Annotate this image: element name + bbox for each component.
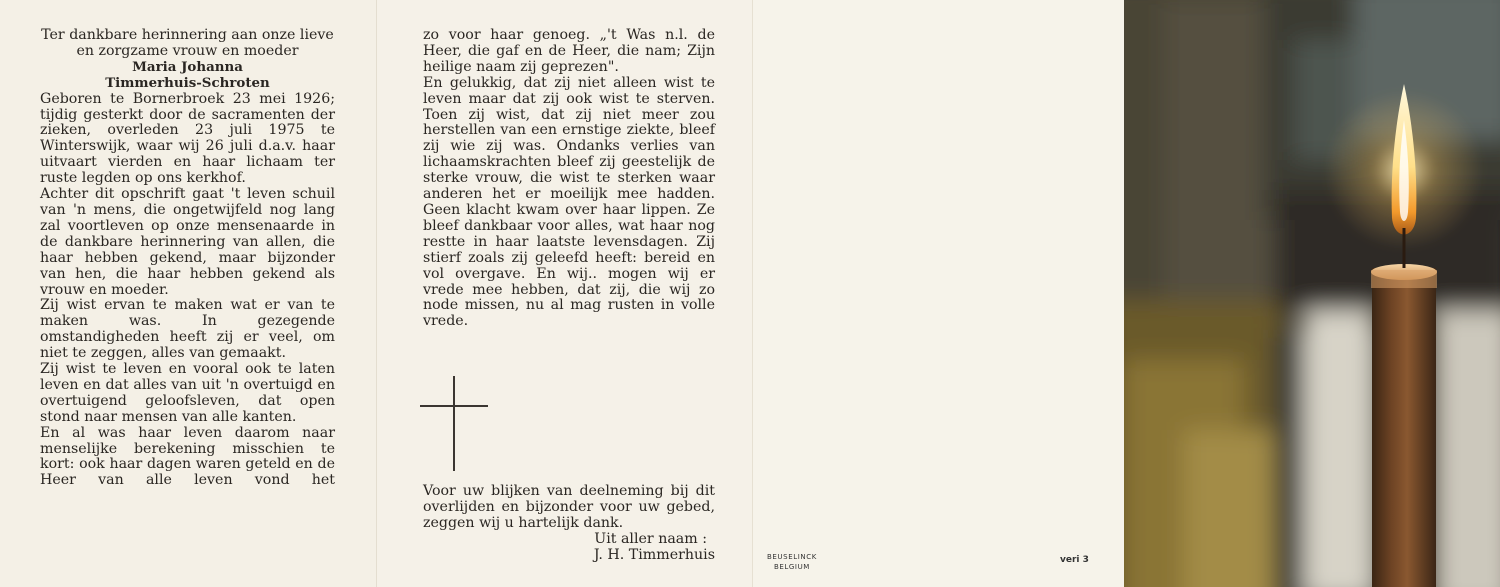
- candle-image: [1124, 0, 1500, 587]
- deceased-surname: Timmerhuis-Schroten: [105, 74, 270, 91]
- cross-icon: [453, 376, 455, 471]
- paragraph-faith: Zij wist te leven en vooral ook te laten leven en dat alles van uit 'n overtuigd en overtuigend geloofsleven, dat open stond naar mensen van alle kanten.: [40, 361, 335, 425]
- candle-photo: [1124, 0, 1500, 587]
- paragraph-character: Zij wist ervan te maken wat er van te maken was. In gezegende omstandigheden heeft zij er veel, om niet te zeggen, alles van gemaakt.: [40, 297, 335, 362]
- thanks-text: Voor uw blijken van deelneming bij dit overlijden en bijzonder voor uw gebed, zeggen wij u hartelijk dank.: [423, 483, 715, 531]
- intro-text: Ter dankbare herinnering aan onze lieve en zorgzame vrouw en moeder: [41, 27, 334, 59]
- cross-icon-bar: [420, 405, 488, 407]
- print-code: veri 3: [1060, 555, 1089, 565]
- obituary-text-left: [40, 28, 335, 489]
- paragraph-scripture: zo voor haar genoeg. „'t Was n.l. de Heer, die gaf en de Heer, die nam; Zijn heilige naam zij geprezen".: [423, 27, 715, 75]
- printer-mark: [767, 552, 817, 572]
- paragraph-continued: En al was haar leven daarom naar menselijke berekening misschien te kort: ook haar dagen waren geteld en de Heer van alle leven vond het: [40, 424, 335, 489]
- paragraph-birth-death: Geboren te Bornerbroek 23 mei 1926; tijdig gesterkt door de sacramenten der zieken, overleden 23 juli 1975 te Winterswijk, waar wij 26 juli d.a.v. haar uitvaart vierden en haar lichaam ter ruste legden op ons kerkhof.: [40, 90, 335, 187]
- blank-panel: [752, 0, 1124, 587]
- paragraph-illness: En gelukkig, dat zij niet alleen wist te leven maar dat zij ook wist te sterven. Toen zij wist, dat zij niet meer zou herstellen van een ernstige ziekte, bleef zij wie zij was. Ondanks verlies van lichaamskrachten bleef zij geestelijk de sterke vrouw, die wist te sterken waar anderen het er moeilijk mee hadden. Geen klacht kwam over haar lippen. Ze bleef dankbaar voor alles, wat haar nog restte in haar laatste levensdagen. Zij stierf zoals zij geleefd heeft: bereid en vol overgave. En wij.. mogen wij er vrede mee hebben, dat zij, die wij zo node missen, nu al mag rusten in volle vrede.: [423, 74, 715, 330]
- obituary-text-right: [423, 28, 715, 330]
- printer-name: BEUSELINCK: [767, 553, 817, 561]
- signature-line2: J. H. Timmerhuis: [593, 546, 715, 563]
- signature-line1: Uit aller naam :: [594, 530, 707, 547]
- printer-country: BELGIUM: [773, 563, 810, 571]
- paragraph-life: Achter dit opschrift gaat 't leven schuil van 'n mens, die ongetwijfeld nog lang zal voortleven op onze mensenaarde in de dankbare herinnering van allen, die haar hebben gekend, maar bijzonder van hen, die haar hebben gekend als vrouw en moeder.: [40, 186, 335, 298]
- thanks-block: [423, 484, 715, 564]
- deceased-name: Maria Johanna: [132, 58, 243, 75]
